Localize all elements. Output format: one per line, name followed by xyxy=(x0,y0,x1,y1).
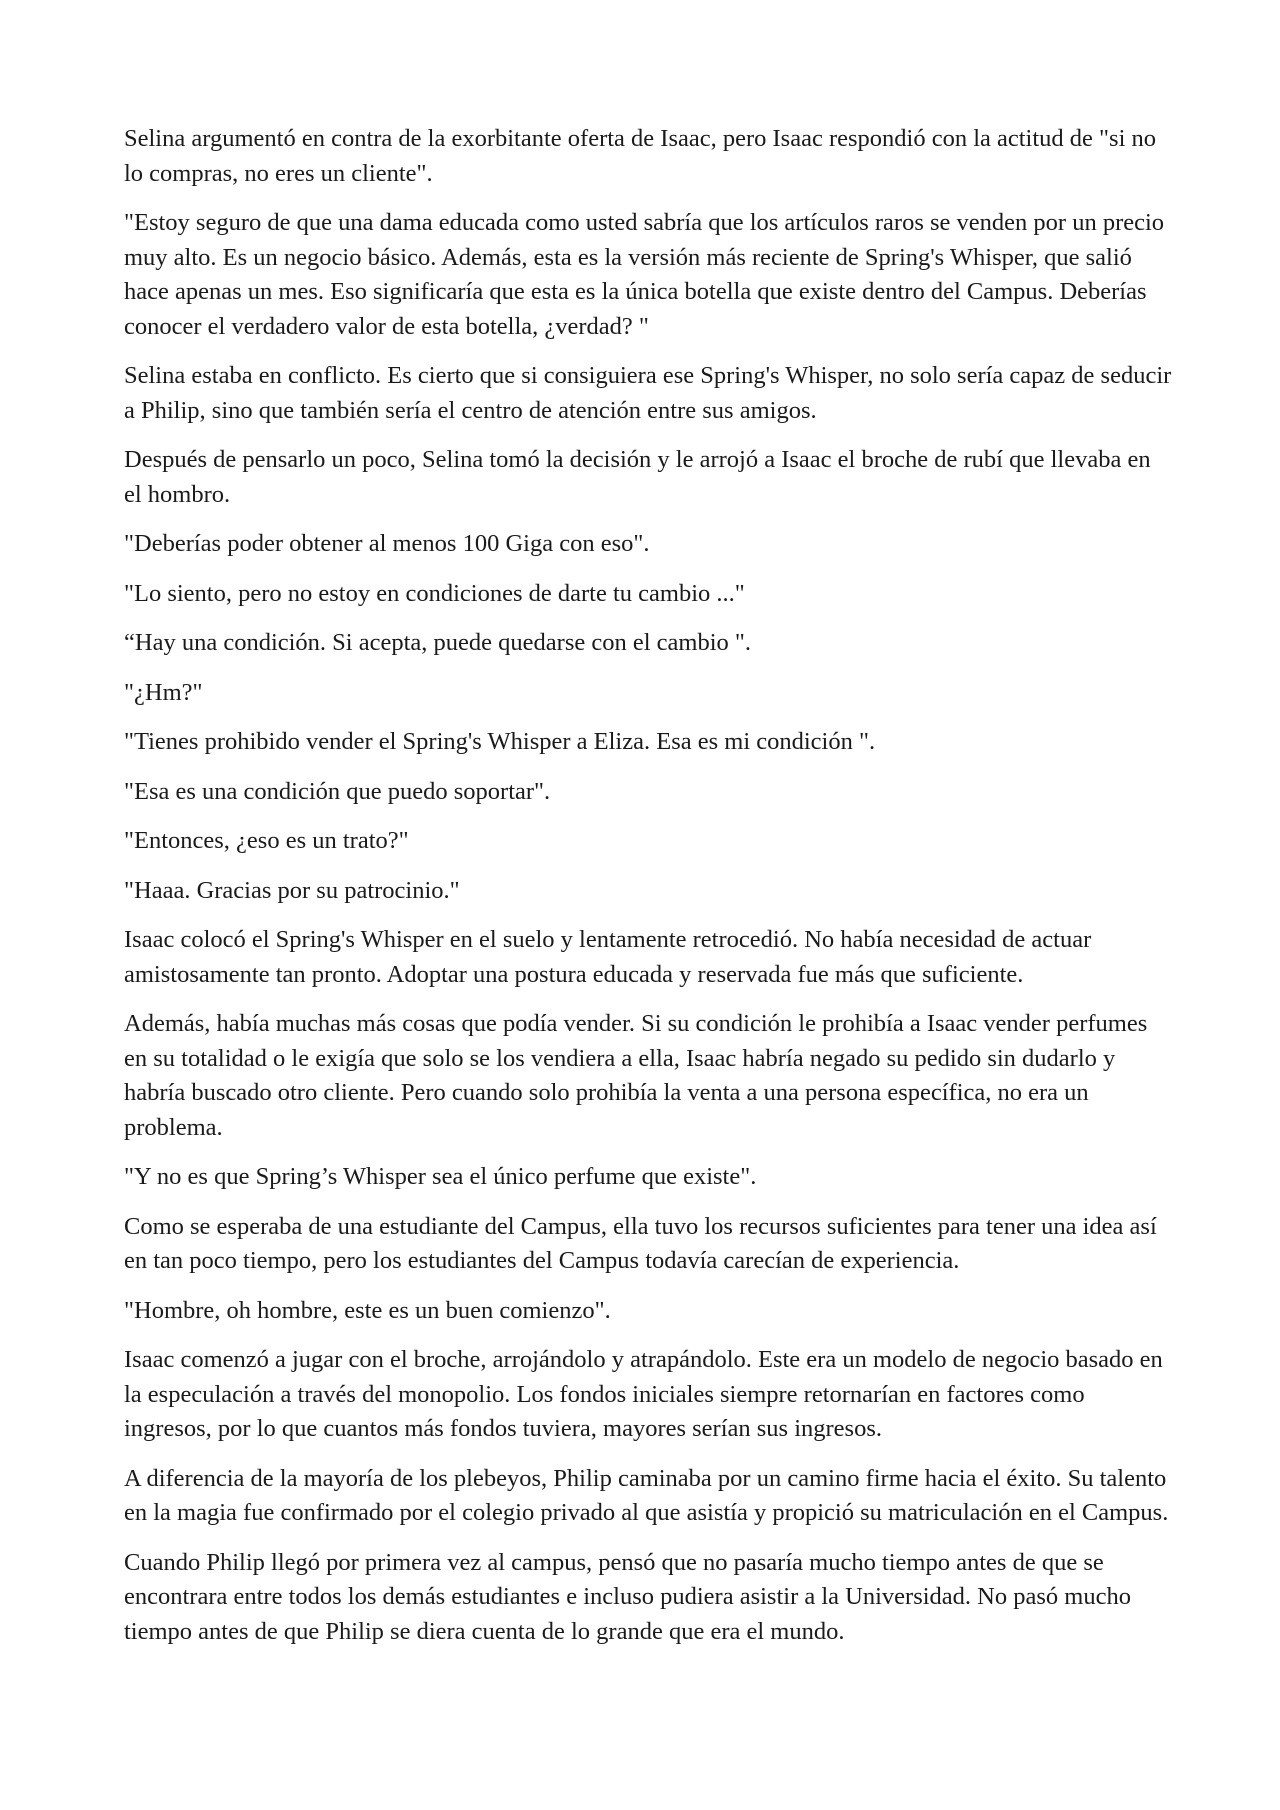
paragraph: "Hombre, oh hombre, este es un buen comienzo". xyxy=(124,1296,611,1324)
paragraph: Selina argumentó en contra de la exorbitante oferta de Isaac, pero Isaac respondió con la actitud de "si no lo compras, no eres un cliente". xyxy=(124,125,1157,187)
paragraph: Isaac comenzó a jugar con el broche, arrojándolo y atrapándolo. Este era un modelo de negocio basado en la especulación a través del monopolio. Los fondos iniciales siempre retornarían en factores como ingresos, por lo que cuantos más fondos tuviera, mayores serían sus ingresos. xyxy=(124,1346,1163,1442)
paragraph: Cuando Philip llegó por primera vez al campus, pensó que no pasaría mucho tiempo antes de que se encontrara entre todos los demás estudiantes e incluso pudiera asistir a la Universidad. No pasó mucho tiempo antes de que Philip se diera cuenta de lo grande que era el mundo. xyxy=(124,1548,1131,1645)
paragraph: A diferencia de la mayoría de los plebeyos, Philip caminaba por un camino firme hacia el éxito. Su talento en la magia fue confirmado por el colegio privado al que asistía y propició su matriculación en el Campus. xyxy=(124,1464,1169,1526)
paragraph: "Entonces, ¿eso es un trato?" xyxy=(124,827,409,854)
paragraph: "Lo siento, pero no estoy en condiciones de darte tu cambio ..." xyxy=(124,579,745,607)
paragraph: "Y no es que Spring’s Whisper sea el único perfume que existe". xyxy=(124,1163,757,1190)
paragraph: "Estoy seguro de que una dama educada como usted sabría que los artículos raros se venden por un precio muy alto. Es un negocio básico. Además, esta es la versión más reciente de Spring's Whisper, que salió hace apenas un mes. Eso significaría que esta es la única botella que existe dentro del Campus. Deberías conocer el verdadero valor de esta botella, ¿verdad? " xyxy=(124,209,1165,340)
paragraph: "Tienes prohibido vender el Spring's Whisper a Eliza. Esa es mi condición ". xyxy=(124,728,876,755)
paragraph: "Deberías poder obtener al menos 100 Giga con eso". xyxy=(124,530,650,557)
document-page xyxy=(124,122,1174,1664)
paragraph: Selina estaba en conflicto. Es cierto que si consiguiera ese Spring's Whisper, no solo sería capaz de seducir a Philip, sino que también sería el centro de atención entre sus amigos. xyxy=(124,362,1172,424)
paragraph: Además, había muchas más cosas que podía vender. Si su condición le prohibía a Isaac vender perfumes en su totalidad o le exigía que solo se los vendiera a ella, Isaac habría negado su pedido sin dudarlo y habría buscado otro cliente. Pero cuando solo prohibía la venta a una persona específica, no era un problema. xyxy=(124,1010,1148,1141)
paragraph: “Hay una condición. Si acepta, puede quedarse con el cambio ". xyxy=(124,629,752,656)
paragraph: Después de pensarlo un poco, Selina tomó la decisión y le arrojó a Isaac el broche de rubí que llevaba en el hombro. xyxy=(124,446,1151,508)
paragraph: "Esa es una condición que puedo soportar". xyxy=(124,777,551,805)
paragraph: "Haaa. Gracias por su patrocinio." xyxy=(124,876,460,904)
paragraph: "¿Hm?" xyxy=(124,678,203,706)
paragraph: Isaac colocó el Spring's Whisper en el suelo y lentamente retrocedió. No había necesidad de actuar amistosamente tan pronto. Adoptar una postura educada y reservada fue más que suficiente. xyxy=(124,926,1092,988)
paragraph: Como se esperaba de una estudiante del Campus, ella tuvo los recursos suficientes para tener una idea así en tan poco tiempo, pero los estudiantes del Campus todavía carecían de experiencia. xyxy=(124,1212,1157,1274)
